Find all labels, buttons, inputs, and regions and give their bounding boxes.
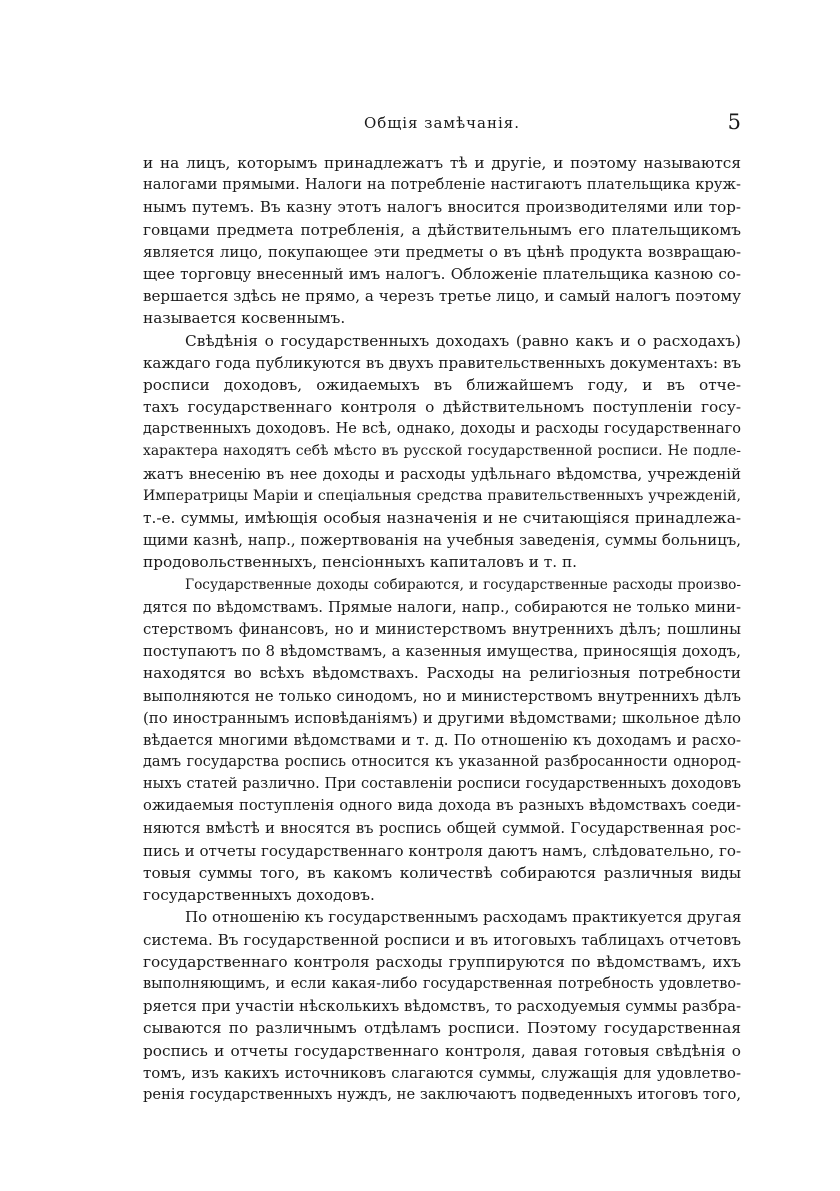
text-line: называется косвеннымъ. bbox=[143, 309, 346, 328]
text-line: находятся во всѣхъ вѣдомствахъ. Расходы на религіозныя потребности bbox=[143, 664, 741, 683]
text-line: вершается здѣсь не прямо, а черезъ третье лицо, и самый налогъ поэтому bbox=[143, 287, 741, 306]
text-line: дамъ государства роспись относится къ указанной разбросанности однород- bbox=[143, 754, 741, 771]
text-line: Свѣдѣнія о государственныхъ доходахъ (равно какъ и о расходахъ) bbox=[185, 331, 741, 350]
text-line: ряется при участіи нѣсколькихъ вѣдомствъ, то расходуемыя суммы разбра- bbox=[143, 997, 741, 1016]
text-line: является лицо, покупающее эти предметы о въ цѣнѣ продукта возвращаю- bbox=[143, 242, 741, 261]
text-line: и на лицъ, которымъ принадлежатъ тѣ и другіе, и поэтому называются bbox=[143, 154, 741, 172]
text-line: По отношенію къ государственнымъ расходамъ практикуется другая bbox=[185, 908, 741, 927]
text-line: ожидаемыя поступленія одного вида дохода въ разныхъ вѣдомствахъ соеди- bbox=[143, 797, 741, 815]
text-line: росписи доходовъ, ожидаемыхъ въ ближайшемъ году, и въ отче- bbox=[143, 375, 741, 394]
text-line: т.-е. суммы, имѣющія особыя назначенія и не считающіяся принадлежа- bbox=[143, 509, 741, 527]
text-line: няются вмѣстѣ и вносятся въ роспись общей суммой. Государственная рос- bbox=[143, 819, 741, 837]
text-line: поступаютъ по 8 вѣдомствамъ, а казенныя имущества, приносящія доходъ, bbox=[143, 642, 741, 661]
text-line: жатъ внесенію въ нее доходы и расходы удѣльнаго вѣдомства, учрежденій bbox=[143, 464, 741, 483]
text-line: говцами предмета потребленія, а дѣйствительнымъ его плательщикомъ bbox=[143, 220, 741, 239]
body-text bbox=[143, 152, 741, 1106]
text-line: вѣдается многими вѣдомствами и т. д. По отношенію къ доходамъ и расхо- bbox=[143, 730, 741, 749]
text-line: государственнаго контроля расходы группируются по вѣдомствамъ, ихъ bbox=[143, 952, 741, 971]
text-line: государственныхъ доходовъ. bbox=[143, 886, 375, 905]
text-line: система. Въ государственной росписи и въ итоговыхъ таблицахъ отчетовъ bbox=[143, 930, 741, 949]
text-line: томъ, изъ какихъ источниковъ слагаются суммы, служащія для удовлетво- bbox=[143, 1063, 741, 1082]
text-line: продовольственныхъ, пенсіонныхъ капиталовъ и т. п. bbox=[143, 553, 578, 572]
text-line: стерствомъ финансовъ, но и министерствомъ внутреннихъ дѣлъ; пошлины bbox=[143, 619, 741, 638]
text-line: (по иностраннымъ исповѣданіямъ) и другими вѣдомствами; школьное дѣло bbox=[143, 708, 741, 727]
text-line: каждаго года публикуются въ двухъ правительственныхъ документахъ: въ bbox=[143, 353, 741, 372]
running-header bbox=[143, 110, 741, 140]
text-line: выполняются не только синодомъ, но и министерствомъ внутреннихъ дѣлъ bbox=[143, 686, 741, 705]
header-title: Общія замѣчанія. bbox=[363, 114, 521, 132]
text-line: щее торговцу внесенный имъ налогъ. Обложеніе плательщика казною со- bbox=[143, 264, 741, 283]
text-line: выполняющимъ, и если какая-либо государственная потребность удовлетво- bbox=[143, 975, 741, 992]
text-line: дарственныхъ доходовъ. Не всѣ, однако, доходы и расходы государственнаго bbox=[143, 421, 741, 438]
text-line: пись и отчеты государственнаго контроля даютъ намъ, слѣдовательно, го- bbox=[143, 841, 741, 860]
text-line: тахъ государственнаго контроля о дѣйствительномъ поступленіи госу- bbox=[143, 398, 741, 417]
text-line: налогами прямыми. Налоги на потребленіе настигаютъ плательщика круж- bbox=[143, 176, 741, 194]
text-line: товыя суммы того, въ какомъ количествѣ собираются различныя виды bbox=[143, 864, 741, 882]
text-line: щими казнѣ, напр., пожертвованія на учебныя заведенія, суммы больницъ, bbox=[143, 531, 741, 550]
text-line: дятся по вѣдомствамъ. Прямые налоги, напр., собираются не только мини- bbox=[143, 597, 741, 616]
text-line: ныхъ статей различно. При составленіи росписи государственныхъ доходовъ bbox=[143, 776, 741, 793]
text-line: характера находятъ себѣ мѣсто въ русской государственной росписи. Не подле- bbox=[143, 443, 741, 460]
text-line: ренія государственныхъ нуждъ, не заключаютъ подведенныхъ итоговъ того, bbox=[143, 1085, 741, 1103]
page-number: 5 bbox=[727, 110, 741, 134]
text-line: Государственные доходы собираются, и государственные расходы произво- bbox=[185, 576, 741, 593]
text-line: Императрицы Маріи и спеціальныя средства правительственныхъ учрежденій, bbox=[143, 487, 741, 504]
text-line: роспись и отчеты государственнаго контроля, давая готовыя свѣдѣнія о bbox=[143, 1041, 741, 1060]
text-line: сываются по различнымъ отдѣламъ росписи. Поэтому государственная bbox=[143, 1019, 741, 1038]
text-line: нымъ путемъ. Въ казну этотъ налогъ вносится производителями или тор- bbox=[143, 198, 741, 217]
